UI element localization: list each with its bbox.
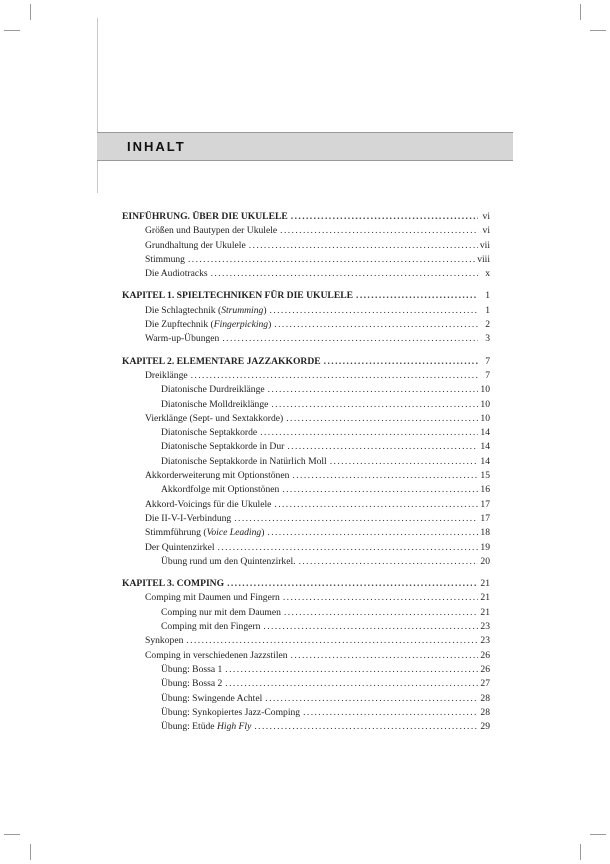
- toc-entry[interactable]: [122, 526, 490, 540]
- toc-entry-title: Akkordfolge mit Optionstönen: [161, 484, 280, 496]
- toc-entry-title: Stimmführung (Voice Leading): [145, 527, 265, 539]
- toc-entry[interactable]: [122, 620, 490, 634]
- toc-entry-title: Diatonische Durdreiklänge: [161, 384, 265, 396]
- toc-entry-emphasis: Fingerpicking: [213, 319, 269, 331]
- dot-leader: [219, 332, 478, 346]
- toc-entry-title: KAPITEL 1. SPIELTECHNIKEN FÜR DIE UKULELE: [122, 290, 354, 302]
- toc-entry[interactable]: [122, 332, 490, 346]
- toc-page-number: 1: [485, 304, 490, 316]
- toc-entry-title: Warm-up-Übungen: [145, 333, 220, 345]
- toc-entry[interactable]: [122, 224, 490, 238]
- toc-entry[interactable]: [122, 483, 490, 497]
- toc-entry[interactable]: [122, 253, 490, 267]
- dot-leader: [284, 440, 478, 454]
- toc-entry-title: Übung rund um den Quintenzirkel.: [161, 555, 296, 567]
- toc-entry-title: Comping nur mit dem Daumen: [161, 606, 281, 618]
- toc-entry-title: Diatonische Septakkorde: [161, 427, 258, 439]
- toc-entry-title: Stimmung: [145, 253, 185, 265]
- toc-page-number: 14: [480, 427, 490, 439]
- dot-leader: [251, 720, 478, 734]
- dot-leader: [222, 677, 478, 691]
- toc-page-number: 23: [480, 621, 490, 633]
- toc-entry[interactable]: [122, 455, 490, 469]
- toc-entry-emphasis: Strumming: [221, 304, 264, 316]
- toc-entry[interactable]: [122, 304, 490, 318]
- dot-leader: [264, 526, 478, 540]
- dot-leader: [300, 706, 478, 720]
- toc-entry-title: Übung: Etüde High Fly: [161, 721, 252, 733]
- group-spacer: [122, 281, 490, 289]
- toc-entry[interactable]: [122, 383, 490, 397]
- toc-page-number: 10: [480, 398, 490, 410]
- dot-leader: [280, 591, 478, 605]
- toc-page-number: 2: [485, 319, 490, 331]
- toc-entry[interactable]: [122, 398, 490, 412]
- toc-entry[interactable]: [122, 663, 490, 677]
- toc-page-number: x: [485, 268, 490, 280]
- toc-entry[interactable]: [122, 426, 490, 440]
- toc-entry[interactable]: [122, 498, 490, 512]
- toc-entry-title: Übung: Bossa 2: [161, 678, 223, 690]
- toc-entry-title: Comping in verschiedenen Jazzstilen: [145, 649, 288, 661]
- toc-page-number: 17: [480, 498, 490, 510]
- toc-page-number: viii: [477, 253, 490, 265]
- toc-entry-title: Die Zupftechnik (Fingerpicking): [145, 319, 272, 331]
- toc-entry[interactable]: [122, 591, 490, 605]
- toc-page-number: 15: [480, 470, 490, 482]
- toc-entry-title: Diatonische Septakkorde in Dur: [161, 441, 285, 453]
- toc-page-number: 21: [480, 592, 490, 604]
- dot-leader: [271, 498, 478, 512]
- dot-leader: [188, 369, 478, 383]
- toc-entry-title: Übung: Swingende Achtel: [161, 692, 263, 704]
- dot-leader: [353, 289, 478, 303]
- dot-leader: [327, 455, 478, 469]
- dot-leader: [321, 355, 478, 369]
- toc-entry-title: Die II-V-I-Verbindung: [145, 512, 232, 524]
- toc-entry[interactable]: [122, 369, 490, 383]
- toc-entry-title: KAPITEL 3. COMPING: [122, 578, 225, 590]
- toc-page-number: 23: [480, 635, 490, 647]
- toc-page-number: 27: [480, 678, 490, 690]
- toc-entry[interactable]: [122, 720, 490, 734]
- group-spacer: [122, 347, 490, 355]
- toc-entry[interactable]: [122, 692, 490, 706]
- crop-mark-top-left-v: [30, 4, 31, 20]
- heading-bar: [97, 132, 513, 161]
- dot-leader: [279, 483, 478, 497]
- toc-entry-title: Akkorderweiterung mit Optionstönen: [145, 470, 290, 482]
- toc-entry[interactable]: [122, 440, 490, 454]
- dot-leader: [257, 426, 478, 440]
- dot-leader: [288, 649, 478, 663]
- toc-entry[interactable]: [122, 606, 490, 620]
- toc-page-number: 19: [480, 541, 490, 553]
- dot-leader: [222, 663, 478, 677]
- crop-mark-bottom-right-h: [590, 834, 606, 835]
- toc-entry[interactable]: [122, 541, 490, 555]
- toc-entry[interactable]: [122, 677, 490, 691]
- dot-leader: [289, 469, 478, 483]
- toc-page-number: 17: [480, 512, 490, 524]
- toc-entry-title: Vierklänge (Sept- und Sextakkorde): [145, 412, 284, 424]
- toc-entry[interactable]: [122, 469, 490, 483]
- dot-leader: [265, 383, 478, 397]
- toc-entry[interactable]: [122, 267, 490, 281]
- toc-page-number: 28: [480, 692, 490, 704]
- toc-page-number: 1: [485, 290, 490, 302]
- toc-page-number: 20: [480, 555, 490, 567]
- toc-page-number: 28: [480, 706, 490, 718]
- toc-page-number: 7: [485, 369, 490, 381]
- dot-leader: [283, 412, 478, 426]
- dot-leader: [231, 512, 478, 526]
- toc-page-number: 26: [480, 663, 490, 675]
- dot-leader: [185, 253, 477, 267]
- margin-guide-line: [97, 18, 98, 193]
- toc-entry-title: Der Quintenzirkel: [145, 541, 215, 553]
- toc-entry-title: EINFÜHRUNG. ÜBER DIE UKULELE: [122, 211, 288, 222]
- toc-entry-title: Comping mit Daumen und Fingern: [145, 592, 280, 604]
- toc-entry-title: Comping mit den Fingern: [161, 621, 261, 633]
- toc-entry[interactable]: [122, 318, 490, 332]
- crop-mark-top-left-h: [4, 30, 20, 31]
- dot-leader: [262, 692, 478, 706]
- dot-leader: [215, 541, 478, 555]
- toc-entry-title: Größen und Bautypen der Ukulele: [145, 225, 278, 237]
- dot-leader: [296, 555, 478, 569]
- dot-leader: [271, 318, 478, 332]
- toc-page-number: 14: [480, 441, 490, 453]
- toc-page-number: vii: [479, 239, 490, 251]
- dot-leader: [281, 606, 478, 620]
- crop-mark-top-right-h: [590, 30, 606, 31]
- dot-leader: [208, 267, 478, 281]
- toc-chapter-entry[interactable]: [122, 355, 490, 369]
- dot-leader: [277, 224, 478, 238]
- toc-entry-title: Die Audiotracks: [145, 268, 208, 280]
- dot-leader: [183, 634, 478, 648]
- toc-entry[interactable]: [122, 512, 490, 526]
- toc-entry-emphasis: Voice Leading: [206, 527, 262, 539]
- toc-entry-title: Akkord-Voicings für die Ukulele: [145, 498, 272, 510]
- group-spacer: [122, 569, 490, 577]
- toc-entry-title: Dreiklänge: [145, 369, 188, 381]
- toc-chapter-entry[interactable]: [122, 577, 490, 591]
- toc-page-number: 7: [485, 355, 490, 367]
- toc-page-number: 10: [480, 412, 490, 424]
- crop-mark-bottom-left-h: [4, 834, 20, 835]
- toc-page-number: 18: [480, 527, 490, 539]
- page-title: INHALT: [127, 139, 186, 154]
- toc-entry-title: Übung: Bossa 1: [161, 663, 223, 675]
- toc-entry-emphasis: High Fly: [216, 721, 252, 733]
- toc-page-number: vi: [482, 225, 490, 237]
- toc-entry[interactable]: [122, 412, 490, 426]
- dot-leader: [260, 620, 478, 634]
- crop-mark-bottom-left-v: [30, 844, 31, 860]
- crop-mark-bottom-right-v: [580, 844, 581, 860]
- toc-page-number: 14: [480, 455, 490, 467]
- toc-entry[interactable]: [122, 706, 490, 720]
- toc-page-number: 21: [480, 578, 490, 590]
- toc-entry-title: Synkopen: [145, 635, 184, 647]
- toc-page-number: 16: [480, 484, 490, 496]
- toc-entry-title: Grundhaltung der Ukulele: [145, 239, 246, 251]
- toc-page-number: vi: [482, 211, 490, 222]
- toc-entry-title: Diatonische Septakkorde in Natürlich Moll: [161, 455, 327, 467]
- dot-leader: [246, 239, 478, 253]
- dot-leader: [288, 210, 478, 224]
- toc-page-number: 29: [480, 721, 490, 733]
- toc-page-number: 21: [480, 606, 490, 618]
- toc-chapter-entry[interactable]: [122, 289, 490, 303]
- toc-entry-title: KAPITEL 2. ELEMENTARE JAZZAKKORDE: [122, 355, 321, 367]
- toc-chapter-entry[interactable]: [122, 210, 490, 224]
- toc-entry-title: Die Schlagtechnik (Strumming): [145, 304, 267, 316]
- toc-page-number: 10: [480, 384, 490, 396]
- toc-page-number: 3: [485, 333, 490, 345]
- crop-mark-top-right-v: [580, 4, 581, 20]
- dot-leader: [267, 304, 478, 318]
- toc-entry-title: Übung: Synkopiertes Jazz-Comping: [161, 706, 301, 718]
- toc-entry-title: Diatonische Molldreiklänge: [161, 398, 269, 410]
- toc-entry[interactable]: [122, 634, 490, 648]
- dot-leader: [224, 577, 478, 591]
- dot-leader: [268, 398, 478, 412]
- toc-entry[interactable]: [122, 649, 490, 663]
- toc-entry[interactable]: [122, 555, 490, 569]
- toc-entry[interactable]: [122, 239, 490, 253]
- table-of-contents: [122, 210, 490, 734]
- toc-page-number: 26: [480, 649, 490, 661]
